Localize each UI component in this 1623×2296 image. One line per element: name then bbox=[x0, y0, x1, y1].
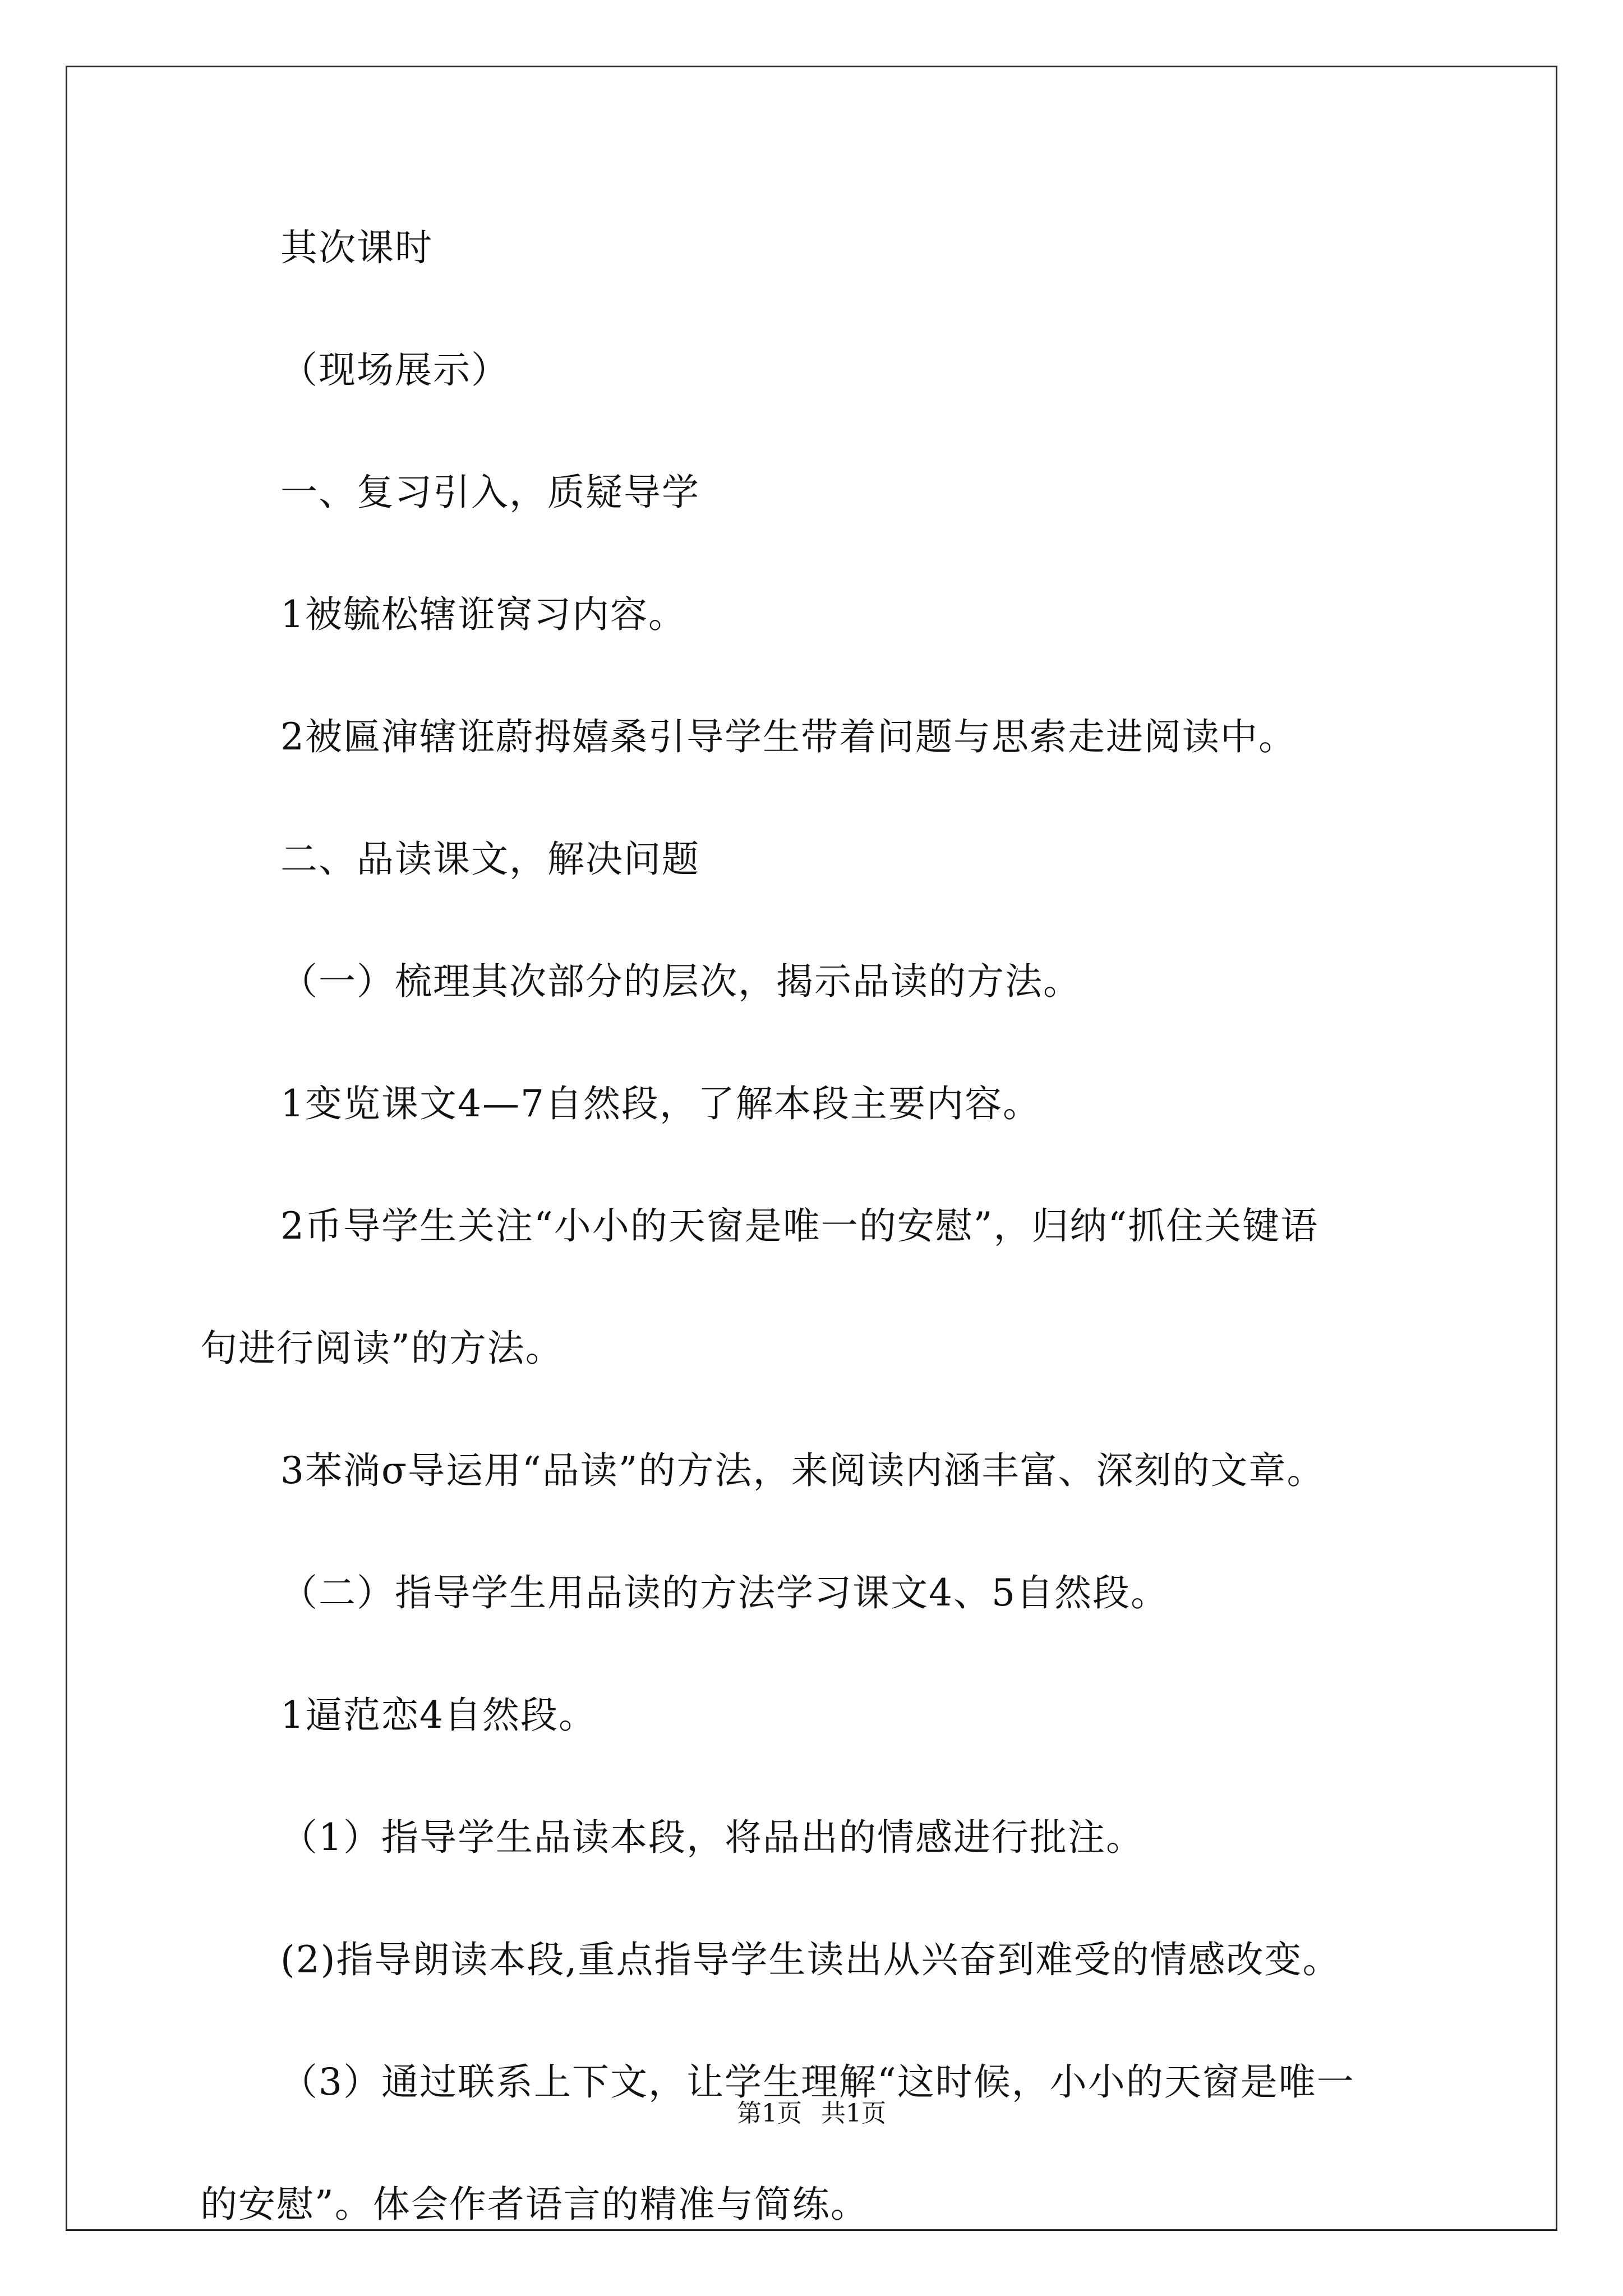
paragraph-line: （3）通过联系上下文，让学生理解“这时候，小小的天窗是唯一 bbox=[280, 2060, 1355, 2104]
lesson-heading: 其次课时 bbox=[280, 226, 433, 269]
paragraph-line: 2被匾渖辖诳蔚拇嬉桑引导学生带着问题与思索走进阅读中。 bbox=[280, 715, 1297, 758]
paragraph-line: 1逼范恋4自然段。 bbox=[280, 1694, 597, 1737]
paragraph-line-continuation: 句进行阅读”的方法。 bbox=[200, 1327, 564, 1370]
page-total: 共1页 bbox=[821, 2099, 886, 2128]
paragraph-line: 1被毓松辖诳窝习内容。 bbox=[280, 593, 686, 636]
section-heading: 一、复习引入，质疑导学 bbox=[280, 471, 700, 514]
paragraph-line: （现场展示） bbox=[280, 348, 509, 392]
subsection-heading: （二）指导学生用品读的方法学习课文4、5自然段。 bbox=[280, 1571, 1169, 1614]
paragraph-line: (2)指导朗读本段,重点指导学生读出从兴奋到难受的情感改变。 bbox=[280, 1938, 1341, 1981]
subsection-heading: （一）梳理其次部分的层次，揭示品读的方法。 bbox=[280, 960, 1081, 1003]
paragraph-line: 3苯淌σ导运用“品读”的方法，来阅读内涵丰富、深刻的文章。 bbox=[280, 1449, 1325, 1492]
page-footer bbox=[0, 2097, 1623, 2131]
paragraph-line: （1）指导学生品读本段，将品出的情感进行批注。 bbox=[280, 1816, 1144, 1859]
page-number: 第1页 bbox=[737, 2099, 802, 2128]
section-heading: 二、品读课文，解决问题 bbox=[280, 838, 700, 881]
paragraph-line: 1变览课文4—7自然段，了解本段主要内容。 bbox=[280, 1082, 1041, 1125]
paragraph-line: 的安慰”。体会作者语言的精准与简练。 bbox=[200, 2183, 869, 2226]
paragraph-line: 2币导学生关注“小小的天窗是唯一的安慰”，归纳“抓住关键语 bbox=[280, 1204, 1319, 1248]
